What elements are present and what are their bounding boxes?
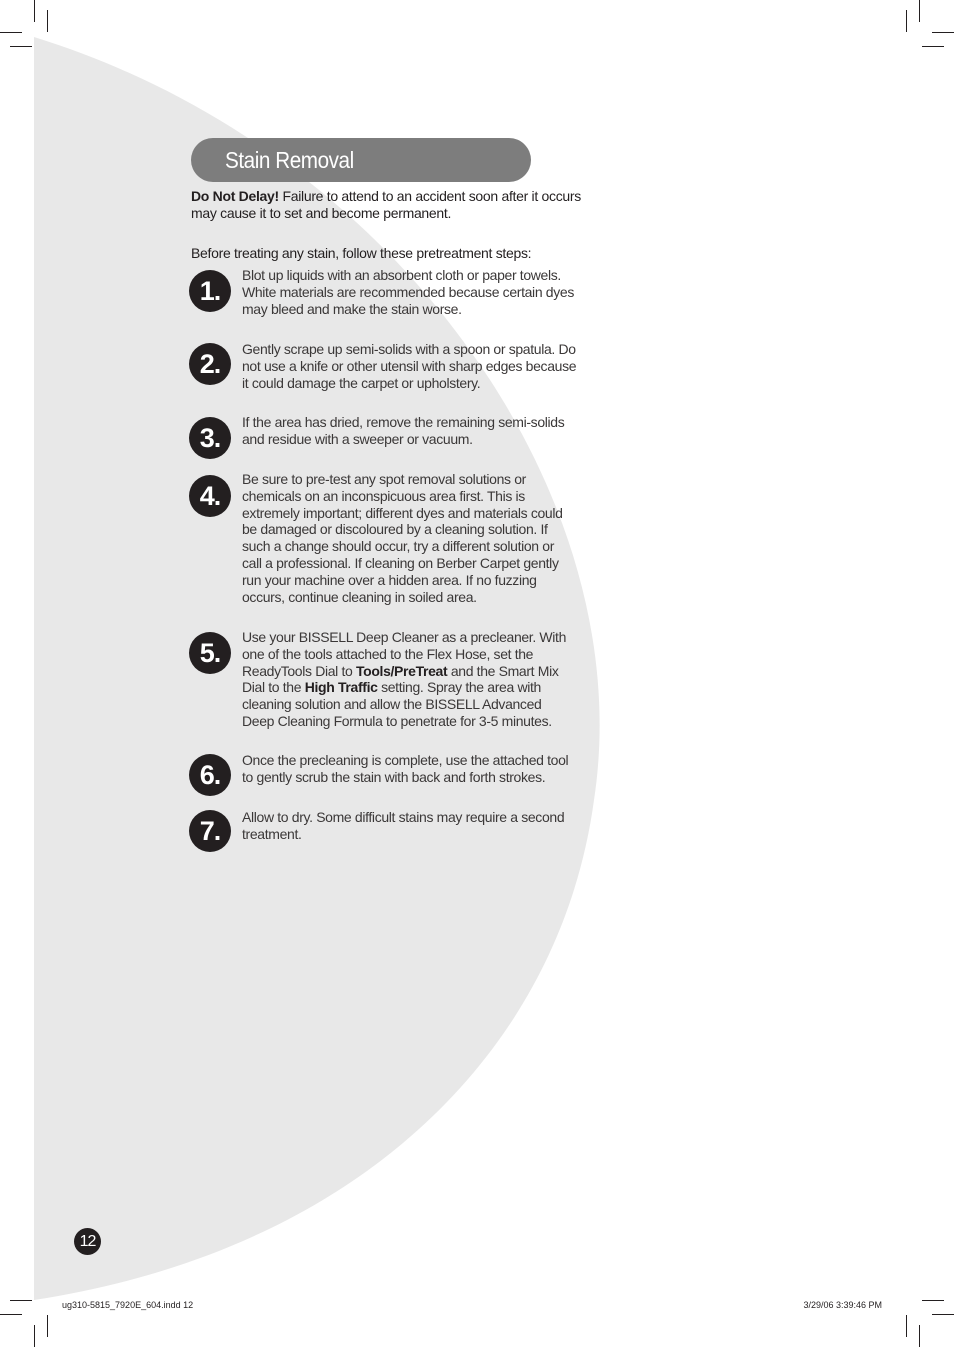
step-7-badge: 7. <box>189 810 231 852</box>
print-timestamp: 3/29/06 3:39:46 PM <box>803 1300 882 1310</box>
step-5-setting-high-traffic: High Traffic <box>304 679 378 696</box>
step-5-setting-tools-pretreat: Tools/PreTreat <box>355 662 448 679</box>
intro-lead: Do Not Delay! <box>191 188 279 204</box>
page-title: Stain Removal <box>225 147 354 173</box>
step-2-badge: 2. <box>189 343 231 385</box>
step-5-text-b: and the Smart Mix Dial to the <box>242 662 559 696</box>
step-4-text: Be sure to pre-test any spot removal solutions or chemicals on an inconspicuous area first. This is extremely important; different dyes and materials could be damaged or discoloured by a cleaning solution. If such a change should occur, try a different solution or call a professional. If cleaning on Berber Carpet gently run your machine over a hidden area. If no fuzzing occurs, continue cleaning in soiled area. <box>242 471 563 605</box>
step-6-text: Once the precleaning is complete, use the attached tool to gently scrub the stain with back and forth strokes. <box>242 752 569 785</box>
intro-paragraph <box>191 188 581 222</box>
intro-text: Failure to attend to an accident soon after it occurs may cause it to set and become permanent. <box>191 188 581 221</box>
step-1-text: Blot up liquids with an absorbent cloth or paper towels. White materials are recommended because certain dyes may bleed and make the stain worse. <box>242 267 574 317</box>
page-number: 12 <box>74 1228 101 1255</box>
step-2-text: Gently scrape up semi-solids with a spoon or spatula. Do not use a knife or other utensil with sharp edges because it could damage the carpet or upholstery. <box>242 341 577 391</box>
step-7-text: Allow to dry. Some difficult stains may require a second treatment. <box>242 809 565 842</box>
step-5-text-c: setting. Spray the area with cleaning solution and allow the BISSELL Advanced Deep Cleaning Formula to penetrate for 3-5 minutes. <box>242 679 552 729</box>
step-3-badge: 3. <box>189 417 231 459</box>
step-5-badge: 5. <box>189 632 231 674</box>
file-slug: ug310-5815_7920E_604.indd 12 <box>62 1300 194 1310</box>
step-3-text: If the area has dried, remove the remaining semi-solids and residue with a sweeper or vacuum. <box>242 414 565 447</box>
section-header <box>191 138 531 182</box>
step-4-badge: 4. <box>189 475 231 517</box>
step-5-text-a: Use your BISSELL Deep Cleaner as a precleaner. With one of the tools attached to the Flex Hose, set the ReadyTools Dial to <box>242 629 567 679</box>
pretreatment-lead-in: Before treating any stain, follow these pretreatment steps: <box>191 245 532 261</box>
step-5-text <box>242 629 577 730</box>
step-6-badge: 6. <box>189 754 231 796</box>
step-1-badge: 1. <box>189 270 231 312</box>
